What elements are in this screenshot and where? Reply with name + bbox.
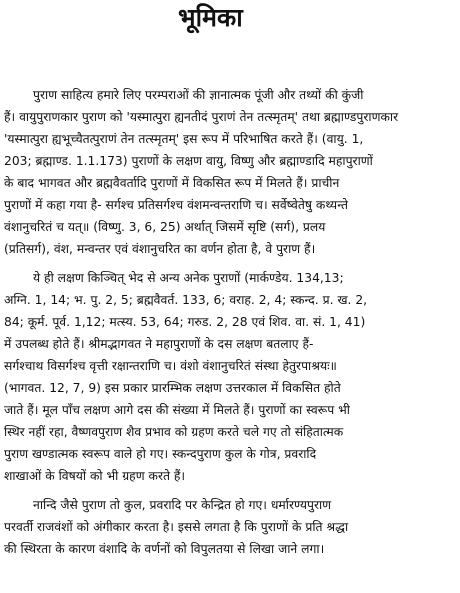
text-line: पुराण खण्डात्मक स्वरूप वाले हो गए। स्कन्दपुराण कुल के गोत्र, प्रवरादि: [4, 447, 317, 461]
text-line: (प्रतिसर्ग), वंश, मन्वन्तर एवं वंशानुचरित का वर्णन होता है, वे पुराण हैं।: [4, 242, 316, 256]
text-line: ये ही लक्षण किञ्चित् भेद से अन्य अनेक पुराणों (मार्कण्डेय. 134,13;: [33, 271, 344, 285]
text-line: पुराणों में कहा गया है- सर्गश्च प्रतिसर्गश्च वंशमन्वन्तराणि च। सर्वेष्वेतेषु कथ्यन्ते: [4, 198, 348, 212]
paragraph-gap: [0, 487, 460, 494]
paragraph-gap: [0, 260, 460, 267]
text-line: स्थिर नहीं रहा, वैष्णवपुराण शैव प्रभाव को ग्रहण करते चले गए तो संहितात्मक: [4, 425, 344, 439]
body-text: [0, 84, 460, 560]
text-line: अग्नि. 1, 14; भ. पु. 2, 5; ब्रह्मवैवर्त. 133, 6; वराह. 2, 4; स्कन्द. प्र. ख. 2,: [4, 293, 368, 307]
text-line: वंशानुचरितं च यत्॥ (विष्णु. 3, 6, 25) अर्थात् जिसमें सृष्टि (सर्ग), प्रलय: [4, 220, 326, 234]
text-line: शाखाओं के विषयों को भी ग्रहण करते हैं।: [4, 469, 186, 483]
text-line: 203; ब्रह्माण्ड. 1.1.173) पुराणों के लक्षण वायु, विष्णु और ब्रह्माण्डादि महापुराणों: [4, 154, 373, 168]
text-line: जाते हैं। मूल पाँच लक्षण आगे दस की संख्या में मिलते हैं। पुराणों का स्वरूप भी: [4, 403, 350, 417]
text-line: (भागवत. 12, 7, 9) इस प्रकार प्रारम्भिक लक्षण उत्तरकाल में विकसित होते: [4, 381, 341, 395]
text-line: परवर्ती राजवंशों को अंगीकार करता है। इससे लगता है कि पुराणों के प्रति श्रद्धा: [4, 520, 349, 534]
text-line: 'यस्मात्पुरा ह्यभूच्चैतत्पुराणं तेन तत्स्मृतम्' इस रूप में परिभाषित करते हैं। (वायु. 1,: [4, 132, 364, 146]
text-line: की स्थिरता के कारण वंशादि के वर्णनों को विपुलतया से लिखा जाने लगा।: [4, 542, 325, 556]
text-line: में उपलब्ध होते हैं। श्रीमद्भागवत ने महापुराणों के दस लक्षण बतलाए हैं-: [4, 337, 314, 351]
text-line: 84; कूर्म. पूर्व. 1,12; मत्स्य. 53, 64; गरुड. 2, 28 एवं शिव. वा. सं. 1, 41): [4, 315, 366, 329]
text-line: हैं। वायुपुराणकार पुराण को 'यस्मात्पुरा ह्यनतीदं पुराणं तेन तत्स्मृतम्' तथा ब्रह्माण्डपुराणकार: [4, 110, 399, 124]
text-line: नान्दि जैसे पुराण तो कुल, प्रवरादि पर केन्द्रित हो गए। धर्मारण्यपुराण: [33, 498, 332, 512]
text-line: पुराण साहित्य हमारे लिए परम्पराओं की ज्ञानात्मक पूंजी और तथ्यों की कुंजी: [33, 88, 364, 102]
page-title: भूमिका: [178, 3, 243, 32]
text-line: सर्गश्चाथ विसर्गश्च वृत्ती रक्षान्तराणि च। वंशो वंशानुचरितं संस्था हेतुरपाश्रयः॥: [4, 359, 337, 373]
text-line: के बाद भागवत और ब्रह्मवैवर्तादि पुराणों में विकसित रूप में मिलते हैं। प्राचीन: [4, 176, 340, 190]
